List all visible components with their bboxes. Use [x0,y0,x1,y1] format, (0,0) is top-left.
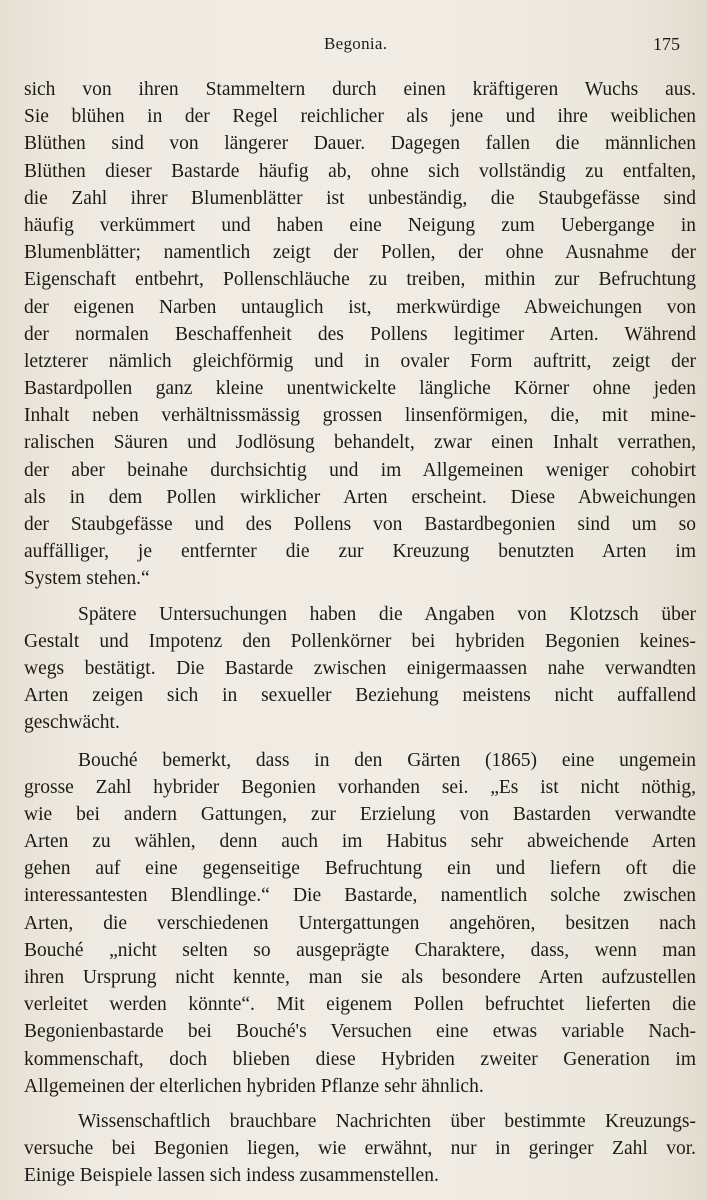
text-line: der Staubgefässe und des Pollens von Bastardbegonien sind um so [24,514,696,535]
body-text [24,76,696,1190]
text-line: kommenschaft, doch blieben diese Hybriden zweiter Generation im [24,1048,696,1070]
text-line: der eigenen Narben untauglich ist, merkwürdige Abweichungen von [24,296,696,318]
text-line: Inhalt neben verhältnissmässig grossen linsenförmigen, die, mit mine- [24,405,696,427]
text-line: Arten zeigen sich in sexueller Beziehung meistens nicht auffallend [24,685,696,707]
paragraph-gap [24,1100,696,1108]
paragraph-2 [24,601,696,737]
text-line: Bouché „nicht selten so ausgeprägte Charaktere, dass, wenn man [24,939,696,961]
text-line: wie bei andern Gattungen, zur Erzielung von Bastarden verwandte [24,803,696,825]
running-head [0,34,707,58]
paragraph-4 [24,1108,696,1190]
text-line: Bouché bemerkt, dass in den Gärten (1865) eine ungemein [78,749,696,771]
text-line: Eigenschaft entbehrt, Pollenschläuche zu treiben, mithin zur Befruchtung [24,269,696,291]
text-line: System stehen.“ [24,568,150,590]
text-line: Blumenblätter; namentlich zeigt der Pollen, der ohne Ausnahme der [24,242,696,264]
paragraph-gap [24,593,696,601]
running-title: Begonia. [324,34,388,53]
paragraph-1 [24,76,696,593]
text-line: der aber beinahe durchsichtig und im Allgemeinen weniger cohobirt [24,459,696,481]
text-line: letzterer nämlich gleichförmig und in ovaler Form auftritt, zeigt der [24,350,696,372]
text-line: verleitet werden könnte“. Mit eigenem Pollen befruchtet lieferten die [24,994,696,1016]
text-line: als in dem Pollen wirklicher Arten erscheint. Diese Abweichungen [24,486,696,508]
text-line: ihren Ursprung nicht kennte, man sie als besondere Arten aufzustellen [24,967,696,988]
paragraph-gap [24,737,696,747]
text-line: sich von ihren Stammeltern durch einen kräftigeren Wuchs aus. [24,79,696,100]
text-line: der normalen Beschaffenheit des Pollens legitimer Arten. Während [24,323,696,345]
text-line: häufig verkümmert und haben eine Neigung zum Uebergange in [24,214,696,236]
text-line: geschwächt. [24,712,120,734]
text-line: Bastardpollen ganz kleine unentwickelte längliche Körner ohne jeden [24,378,696,400]
text-line: Einige Beispiele lassen sich indess zusammenstellen. [24,1165,439,1187]
text-line: wegs bestätigt. Die Bastarde zwischen einigermaassen nahe verwandten [24,657,696,679]
text-line: versuche bei Begonien liegen, wie erwähnt, nur in geringer Zahl vor. [24,1138,696,1160]
text-line: auffälliger, je entfernter die zur Kreuzung benutzten Arten im [24,541,696,563]
text-line: ralischen Säuren und Jodlösung behandelt, zwar einen Inhalt verrathen, [24,432,696,454]
text-line: Arten, die verschiedenen Untergattungen angehören, besitzen nach [24,912,696,934]
text-line: gehen auf eine gegenseitige Befruchtung ein und liefern oft die [24,858,696,880]
text-line: Begonienbastarde bei Bouché's Versuchen eine etwas variable Nach- [24,1021,696,1043]
text-line: interessantesten Blendlinge.“ Die Bastarde, namentlich solche zwischen [24,885,696,907]
text-line: Spätere Untersuchungen haben die Angaben von Klotzsch über [78,603,696,625]
text-line: die Zahl ihrer Blumenblätter ist unbeständig, die Staubgefässe sind [24,187,696,209]
text-line: Allgemeinen der elterlichen hybriden Pflanze sehr ähnlich. [24,1075,484,1097]
text-line: Gestalt und Impotenz den Pollenkörner bei hybriden Begonien keines- [24,630,696,652]
page-number: 175 [653,34,680,54]
text-line: Arten zu wählen, denn auch im Habitus sehr abweichende Arten [24,831,696,853]
paragraph-3 [24,747,696,1100]
text-line: grosse Zahl hybrider Begonien vorhanden sei. „Es ist nicht nöthig, [24,776,696,798]
text-line: Blüthen dieser Bastarde häufig ab, ohne sich vollständig zu entfalten, [24,160,696,182]
text-line: Blüthen sind von längerer Dauer. Dagegen fallen die männlichen [24,133,696,155]
text-line: Wissenschaftlich brauchbare Nachrichten über bestimmte Kreuzungs- [78,1110,696,1132]
text-line: Sie blühen in der Regel reichlicher als jene und ihre weiblichen [24,106,696,128]
